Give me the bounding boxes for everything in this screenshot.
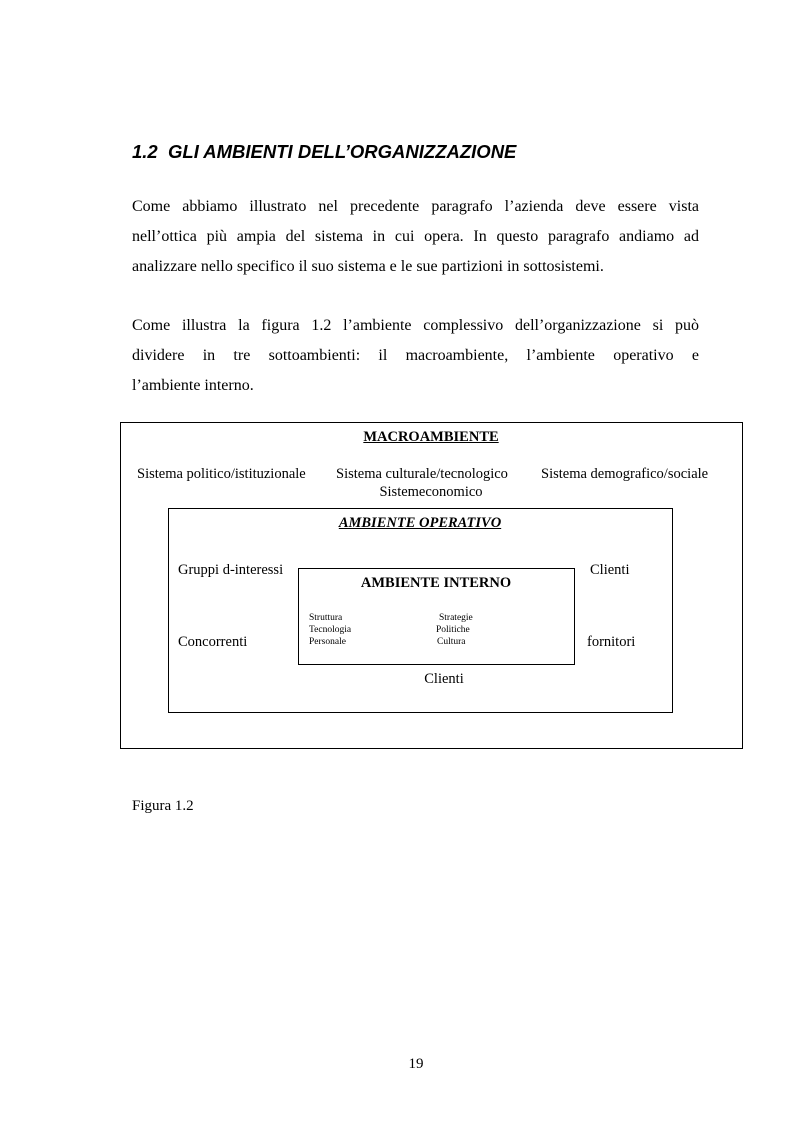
- paragraph-line: dividere in tre sottoambienti: il macroambiente, l’ambiente operativo e: [132, 347, 699, 364]
- section-number: 1.2: [132, 141, 158, 162]
- operativo-fornitori: fornitori: [587, 634, 636, 650]
- paragraph-line: nell’ottica più ampia del sistema in cui opera. In questo paragrafo andiamo ad: [132, 228, 699, 245]
- macroambiente-title: MACROAMBIENTE: [363, 429, 499, 445]
- paragraph-line: Come abbiamo illustrato nel precedente paragrafo l’azienda deve essere vista: [132, 198, 699, 215]
- paragraph-line: Come illustra la figura 1.2 l’ambiente complessivo dell’organizzazione si può: [132, 317, 699, 334]
- macro-item-demografico: Sistema demografico/sociale: [541, 466, 709, 482]
- section-heading: [132, 141, 516, 163]
- operativo-gruppi-interessi: Gruppi d-interessi: [178, 562, 284, 578]
- interno-personale: Personale: [309, 637, 346, 647]
- interno-cultura: Cultura: [437, 637, 466, 647]
- paragraph-line: l’ambiente interno.: [132, 377, 254, 394]
- operativo-clienti-top: Clienti: [590, 562, 630, 578]
- paragraph-line: analizzare nello specifico il suo sistema e le sue partizioni in sottosistemi.: [132, 258, 604, 275]
- page-number: 19: [408, 1056, 424, 1072]
- macro-item-politico: Sistema politico/istituzionale: [137, 466, 306, 482]
- interno-strategie: Strategie: [439, 613, 473, 623]
- operativo-clienti-bottom: Clienti: [424, 671, 464, 687]
- interno-politiche: Politiche: [436, 625, 470, 635]
- interno-tecnologia: Tecnologia: [309, 625, 352, 635]
- macro-item-culturale: Sistema culturale/tecnologico: [336, 466, 508, 482]
- section-title: GLI AMBIENTI DELL’ORGANIZZAZIONE: [168, 141, 517, 162]
- figure-caption: Figura 1.2: [132, 798, 194, 814]
- ambiente-operativo-title: AMBIENTE OPERATIVO: [338, 515, 502, 531]
- interno-struttura: Struttura: [309, 613, 343, 623]
- macro-item-economico: Sistemeconomico: [379, 484, 483, 500]
- paragraph-intro: [132, 192, 699, 282]
- paragraph-figure-intro: [132, 311, 699, 401]
- ambiente-interno-title: AMBIENTE INTERNO: [360, 575, 512, 591]
- operativo-concorrenti: Concorrenti: [178, 634, 248, 650]
